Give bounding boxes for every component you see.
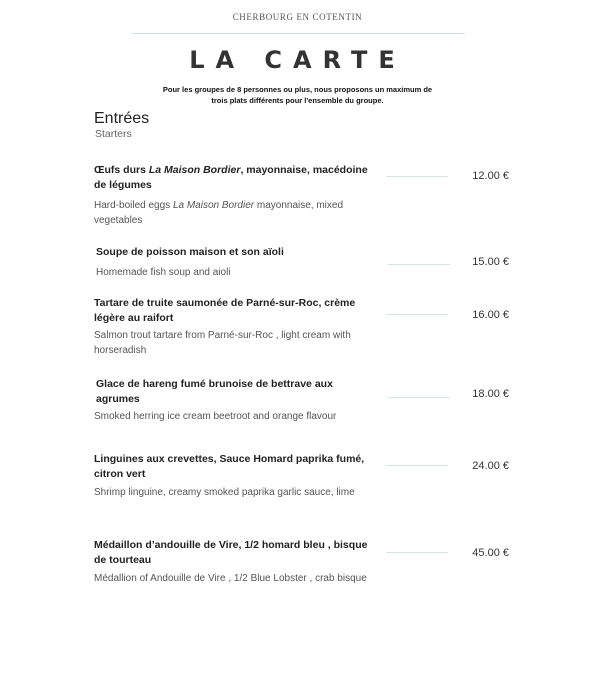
dish-name-fr: Médaillon d’andouille de Vire, 1/2 homard bleu , bisque de tourteau [94, 539, 368, 566]
dish-divider [386, 176, 448, 177]
dish-name-fr: Tartare de truite saumonée de Parné-sur-Roc, crème légère au raifort [94, 297, 356, 324]
dish-name-en-part: Hard-boiled eggs [94, 200, 173, 211]
dish-name-en: Smoked herring ice cream beetroot and orange flavour [94, 411, 337, 422]
dish-name-fr [94, 163, 369, 193]
group-note [140, 84, 455, 106]
dish-divider [388, 397, 450, 398]
dish-name-en: Homemade fish soup and aioli [96, 267, 231, 278]
dish-divider [386, 465, 448, 466]
dish-name-en: Salmon trout tartare from Parné-sur-Roc , light cream with horseradish [94, 330, 351, 356]
dish-name-fr-part: , mayonnaise, macédoine de légumes [94, 164, 368, 191]
dish-name-fr-part: Œufs durs [94, 164, 149, 176]
page-title: LA CARTE [189, 46, 406, 74]
dish-price: 45.00 € [472, 547, 509, 559]
dish-item [94, 452, 524, 500]
section-subtitle: Starters [95, 128, 132, 140]
dish-name-fr: Soupe de poisson maison et son aïoli [96, 246, 284, 258]
dish-divider [388, 264, 450, 265]
dish-price: 12.00 € [472, 170, 509, 182]
dish-divider [386, 552, 448, 553]
dish-price: 18.00 € [472, 388, 509, 400]
dish-item [94, 296, 524, 358]
dish-divider [386, 314, 448, 315]
dish-name-en: Shrimp linguine, creamy smoked paprika garlic sauce, lime [94, 487, 355, 498]
section-title: Entrées [94, 110, 150, 127]
group-note-line: Pour les groupes de 8 personnes ou plus, nous proposons un maximum de [162, 85, 433, 94]
dish-price: 15.00 € [472, 256, 509, 268]
dish-name-en: Médallion of Andouille de Vire , 1/2 Blue Lobster , crab bisque [94, 573, 367, 584]
dish-item [94, 163, 524, 228]
dish-item [94, 538, 524, 586]
group-note-line: trois plats différents pour l'ensemble du groupe. [211, 96, 384, 105]
header-divider [132, 33, 465, 34]
dish-name-fr: Linguines aux crevettes, Sauce Homard paprika fumé, citron vert [94, 453, 365, 480]
dish-item [96, 245, 526, 280]
dish-name-fr: Glace de hareng fumé brunoise de bettrave aux agrumes [96, 378, 333, 405]
dish-name-en-brand: La Maison Bordier [172, 200, 255, 211]
dish-item [96, 377, 526, 424]
dish-price: 16.00 € [472, 309, 509, 321]
dish-name-fr-brand: La Maison Bordier [148, 164, 241, 176]
dish-name-en-part: mayonnaise, mixed vegetables [94, 200, 344, 226]
dish-price: 24.00 € [472, 460, 509, 472]
header-city: CHERBOURG EN COTENTIN [232, 12, 363, 22]
dish-name-en [94, 198, 379, 228]
